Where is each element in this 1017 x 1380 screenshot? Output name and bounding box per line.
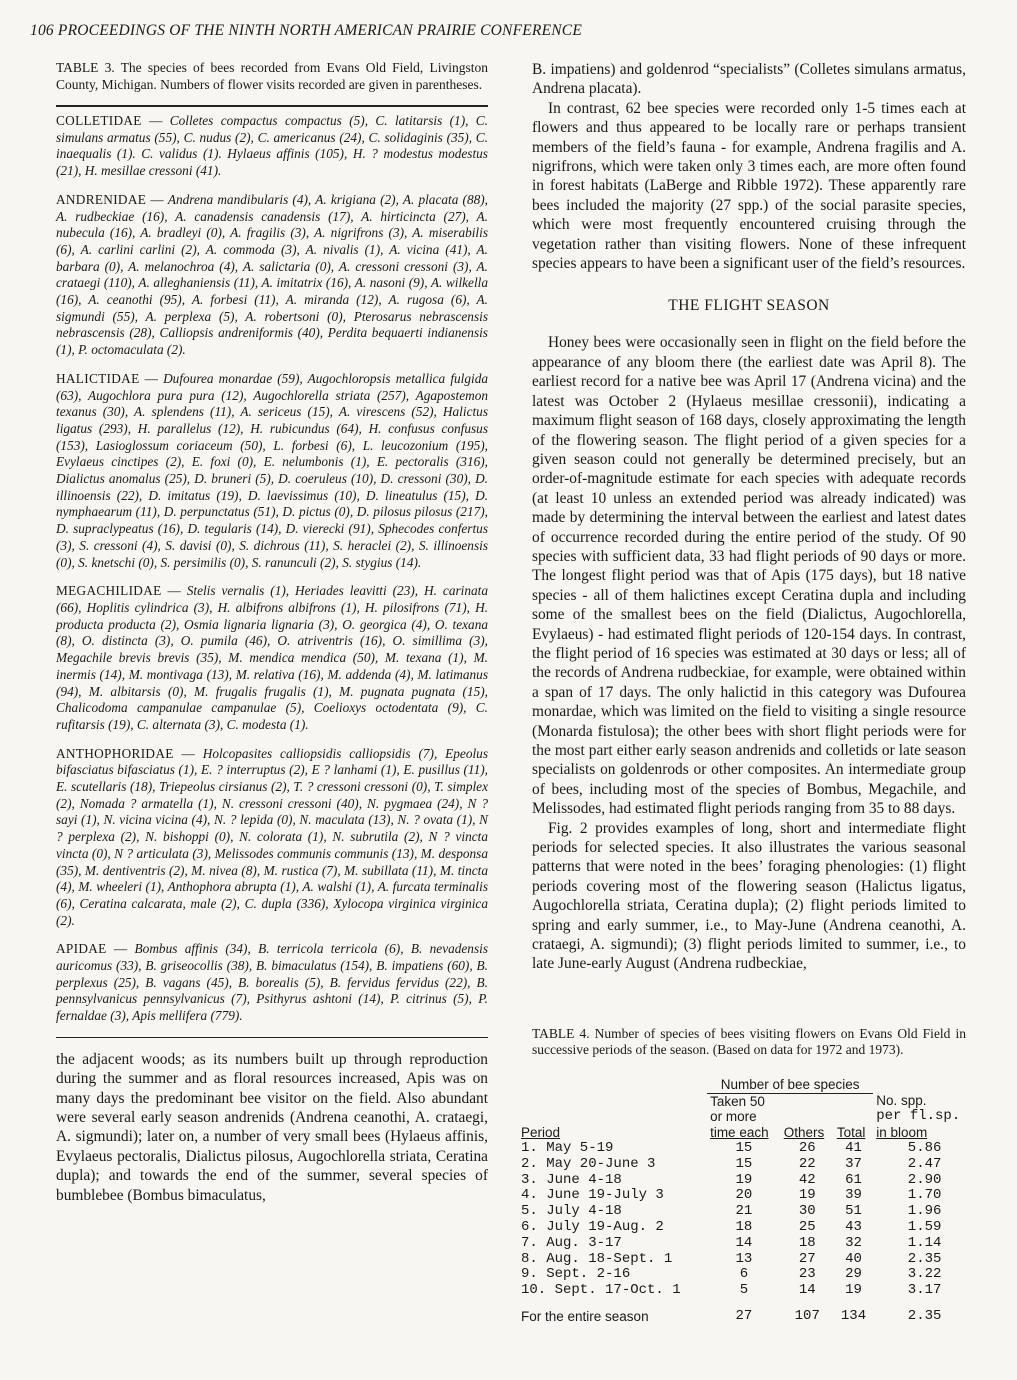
family-name: COLLETIDAE	[56, 113, 142, 128]
table3-bottom-rule	[56, 1037, 488, 1038]
table-row	[518, 1141, 976, 1157]
table-row	[518, 1220, 976, 1236]
total-cell: 39	[845, 1187, 862, 1204]
period-cell: 3. June 4-18	[521, 1171, 622, 1188]
taken-cell: 21	[735, 1203, 753, 1220]
table4-col-nospp-2: per fl.sp.	[876, 1108, 961, 1125]
family-species: Colletes compactus compactus (5), C. latitarsis (1), C. simulans armatus (55), C. nudus (2), C. americanus (24), C. solidaginis (35), C. inaequalis (1). C. validus (1). Hylaeus affinis (105), H. ? modestus modestus (21), H. mesillae cressoni (41).	[56, 113, 489, 179]
table4-col-nospp: No. spp.	[876, 1093, 927, 1109]
total-cell: 29	[845, 1266, 862, 1283]
total-cell: 41	[845, 1140, 862, 1157]
family-name: ANDRENIDAE	[56, 191, 147, 207]
total-cell: 32	[845, 1234, 862, 1251]
table3-top-rule	[56, 105, 488, 107]
period-cell: 10. Sept. 17-Oct. 1	[521, 1282, 681, 1299]
period-cell: 2. May 20-June 3	[521, 1155, 656, 1172]
others-cell: 26	[798, 1140, 816, 1157]
family-name: APIDAE	[56, 941, 107, 957]
family-species: Dufourea monardae (59), Augochloropsis metallica fulgida (63), Augochlora pura pura (12), Augochlorella striata (257), Agapostemon texanus (30), A. splendens (11), A. sericeus (15), A. virescens (52), Halictus ligatus (293), H. parallelus (12), H. rubicundus (64), H. confusus confusus (153), Lasioglossum coriaceum (50), L. forbesi (6), L. leucozonium (195), Evylaeus cinctipes (2), E. foxi (0), E. nelumbonis (1), E. pectoralis (316), Dialictus anomalus (25), D. bruneri (5), D. coeruleus (10), D. cressoni (30), D. illinoensis (22), D. imitatus (19), D. laevissimus (10), D. lineatulus (15), D. nymphaearum (11), D. perpunctatus (51), D. pictus (0), D. pilosus pilosus (217), D. supraclypeatus (16), D. tegularis (14), D. vierecki (91), Sphecodes confertus (3), S. cressoni (4), S. davisi (0), S. dichrous (11), S. heraclei (2), S. illinoensis (0), S. knetschi (0), S. persimilis (0), S. ranunculi (2), S. stygius (14).	[56, 370, 488, 570]
table3-caption: TABLE 3. The species of bees recorded from Evans Old Field, Livingston County, Michigan. Numbers of flower visits recorded are given in parentheses.	[56, 60, 488, 92]
family-species: Andrena mandibularis (4), A. krigiana (2), A. placata (88), A. rudbeckiae (16), A. canadensis canadensis (17), A. hirticincta (27), A. nubecula (16), A. bradleyi (0), A. fragilis (3), A. nigrifrons (3), A. miserabilis (6), A. carlini carlini (2), A. commoda (3), A. nivalis (1), A. vicina (41), A. barbara (0), A. melanochroa (4), A. salictaria (0), A. cressoni cressoni (3), A. crataegi (110), A. alleghaniensis (11), A. imitatrix (16), A. nasoni (9), A. wilkella (16), A. ceanothi (95), A. forbesi (11), A. miranda (12), A. rugosa (6), A. sigmundi (55), A. perplexa (5), A. robertsoni (0), Pterosarus nebrascensis nebrascensis (28), Calliopsis andreniformis (40), Perdita bequaerti indianensis (1), P. octomaculata (2).	[56, 191, 489, 358]
table-row	[518, 1157, 976, 1173]
others-cell: 27	[798, 1250, 816, 1267]
table4-col-taken: Taken 50	[710, 1093, 765, 1109]
running-head: 106 PROCEEDINGS OF THE NINTH NORTH AMERICAN PRAIRIE CONFERENCE	[30, 22, 582, 39]
period-cell: For the entire season	[521, 1309, 649, 1325]
family-name: HALICTIDAE	[56, 370, 140, 386]
family-entry: ANTHOPHORIDAE — Holcopasites calliopsidis calliopsidis (7), Epeolus bifasciatus bifasciatus (1), E. ? interruptus (2), E ? lanhami (1), E. pusillus (11), E. scutellaris (18), Triepeolus cirsianus (2), T. ? cressoni cressoni (0), T. simplex (2), Nomada ? armatella (1), N. cressoni cressoni (40), N. pygmaea (24), N ? sayi (1), N. vicina vicina (4), N. ? lepida (0), N. maculata (13), N. ? ovata (1), N ? perplexa (2), N. bishoppi (0), N. colorata (1), N. subrutila (2), N ? vincta vincta (0), N ? articulata (3), Melissodes communis communis (13), M. desponsa (35), M. dentiventris (2), M. nivea (8), M. rustica (7), M. subillata (11), M. tincta (4), M. wheeleri (1), Anthophora abrupta (1), A. walshi (1), A. furcata terminalis (6), Ceratina calcarata, male (2), C. dupla (336), Xylocopa virginica virginica (2).	[56, 745, 488, 928]
family-entry: ANDRENIDAE — Andrena mandibularis (4), A. krigiana (2), A. placata (88), A. rudbeckiae (16), A. canadensis canadensis (17), A. hirticincta (27), A. nubecula (16), A. bradleyi (0), A. fragilis (3), A. nigrifrons (3), A. miserabilis (6), A. carlini carlini (2), A. commoda (3), A. nivalis (1), A. vicina (41), A. barbara (0), A. melanochroa (4), A. salictaria (0), A. cressoni cressoni (3), A. crataegi (110), A. alleghaniensis (11), A. imitatrix (16), A. nasoni (9), A. wilkella (16), A. ceanothi (95), A. forbesi (11), A. miranda (12), A. rugosa (6), A. sigmundi (55), A. perplexa (5), A. robertsoni (0), Pterosarus nebrascensis nebrascensis (28), Calliopsis andreniformis (40), Perdita bequaerti indianensis (1), P. octomaculata (2).	[56, 191, 489, 358]
total-cell: 37	[845, 1155, 862, 1172]
table-row	[518, 1173, 976, 1189]
per-cell: 2.90	[907, 1171, 942, 1188]
total-cell: 43	[845, 1219, 862, 1236]
others-cell: 23	[798, 1266, 816, 1283]
family-species: Bombus affinis (34), B. terricola terricola (6), B. nevadensis auricomus (33), B. griseocollis (38), B. bimaculatus (154), B. impatiens (60), B. perplexus (25), B. vagans (45), B. borealis (5), B. fervidus fervidus (22), B. pennsylvanicus pennsylvanicus (7), Psithyrus ashtoni (14), P. citrinus (5), P. fernaldae (3), Apis mellifera (779).	[56, 941, 488, 1024]
others-cell: 18	[798, 1234, 816, 1251]
table-row	[518, 1188, 976, 1204]
table-row	[518, 1283, 976, 1299]
taken-cell: 15	[735, 1155, 753, 1172]
family-entry: HALICTIDAE — Dufourea monardae (59), Augochloropsis metallica fulgida (63), Augochlora pura pura (12), Augochlorella striata (257), Agapostemon texanus (30), A. splendens (11), A. sericeus (15), A. virescens (52), Halictus ligatus (293), H. parallelus (12), H. rubicundus (64), H. confusus confusus (153), Lasioglossum coriaceum (50), L. forbesi (6), L. leucozonium (195), Evylaeus cinctipes (2), E. foxi (0), E. nelumbonis (1), E. pectoralis (316), Dialictus anomalus (25), D. bruneri (5), D. coeruleus (10), D. cressoni (30), D. illinoensis (22), D. imitatus (19), D. laevissimus (10), D. lineatulus (15), D. nymphaearum (11), D. perpunctatus (51), D. pictus (0), D. pilosus pilosus (217), D. supraclypeatus (16), D. tegularis (14), D. vierecki (91), Sphecodes confertus (3), S. cressoni (4), S. davisi (0), S. dichrous (11), S. heraclei (2), S. illinoensis (0), S. knetschi (0), S. persimilis (0), S. ranunculi (2), S. stygius (14).	[56, 370, 488, 570]
others-cell: 42	[798, 1171, 816, 1188]
taken-cell: 5	[739, 1282, 749, 1299]
taken-cell: 20	[735, 1187, 753, 1204]
section-heading: THE FLIGHT SEASON	[668, 297, 830, 315]
table4	[518, 1077, 976, 1325]
table-row	[518, 1204, 976, 1220]
others-cell: 19	[798, 1187, 816, 1204]
table-total-row	[518, 1299, 976, 1325]
per-cell: 3.17	[907, 1282, 942, 1299]
others-cell: 14	[798, 1282, 816, 1299]
others-cell: 30	[798, 1203, 816, 1220]
total-cell: 61	[845, 1171, 862, 1188]
taken-cell: 18	[735, 1219, 753, 1236]
per-cell: 2.35	[907, 1250, 942, 1267]
family-species: Stelis vernalis (1), Heriades leavitti (23), H. carinata (66), Hoplitis cylindrica (3), H. albifrons albifrons (1), H. pilosifrons (71), H. producta producta (2), Osmia lignaria lignaria (3), O. georgica (4), O. texana (8), O. distincta (3), O. pumila (46), O. atriventris (16), O. simillima (3), Megachile brevis brevis (35), M. mendica mendica (50), M. texana (1), M. inermis (14), M. montivaga (13), M. relativa (16), M. addenda (4), M. latimanus (94), M. albitarsis (0), M. frugalis frugalis (1), M. pugnata pugnata (15), Chalicodoma campanulae campanulae (5), Coelioxys octodentata (9), C. rufitarsis (19), C. alternata (3), C. modesta (1).	[56, 583, 488, 732]
table-row	[518, 1236, 976, 1252]
per-cell: 2.35	[907, 1308, 942, 1325]
total-cell: 40	[845, 1250, 862, 1267]
family-name: ANTHOPHORIDAE	[56, 745, 174, 761]
table3-families	[56, 113, 488, 1025]
right-body-paragraph-4: Fig. 2 provides examples of long, short and intermediate flight periods for selected species. It also illustrates the various seasonal patterns that were noted in the bees’ foraging phenologies: (1) flight periods covering most of the flowering season (Halictus ligatus, Augochlorella striata, Ceratina dupla); (2) flight periods limited to spring and early summer, i.e., to May-June (Andrena ceanothi, A. crataegi, A. sigmundi); (3) flight periods limited to summer, i.e., to late June-early August (Andrena rudbeckiae,	[532, 819, 966, 973]
per-cell: 2.47	[907, 1155, 942, 1172]
total-cell: 19	[845, 1282, 862, 1299]
taken-cell: 15	[735, 1140, 753, 1157]
right-body-paragraph-3: Honey bees were occasionally seen in flight on the field before the appearance of any bloom there (the earliest date was April 8). The earliest record for a native bee was April 17 (Andrena vicina) and the latest was October 2 (Hylaeus mesillae cressonii), indicating a maximum flight season of 168 days, closely approximating the length of the flowering season. The flight period of a given species for a given season could not generally be determined precisely, but an order-of-magnitude estimate for each species with adequate records (at least 10 unless an extended period was already indicated) was made by determining the interval between the earliest and latest dates of occurrence recorded during the entire period of the study. Of 90 species with sufficient data, 33 had flight periods of 90 days or more. The longest flight period was that of Apis (175 days), but 18 native species - all of them halictines except Ceratina dupla and including some of the smallest bees on the field (Dialictus, Augochlorella, Evylaeus) - had estimated flight periods of 120-154 days. In contrast, the flight period of 16 species was estimated at 30 days or less; all of the records of Andrena rudbeckiae, for example, were obtained within a span of 17 days. The only halictid in this category was Dufourea monardae, which was limited on the field to visiting a single resource (Monarda fistulosa); the other bees with short flight periods were for the most part either early season andrenids and colletids or late season specialists on goldenrods or other composites. An intermediate group of bees, including most of the species of Bombus, Megachile, and Melissodes, had estimated flight periods ranging from 35 to 88 days.	[532, 334, 966, 818]
period-cell: 9. Sept. 2-16	[521, 1266, 631, 1283]
period-cell: 4. June 19-July 3	[521, 1187, 664, 1204]
left-column	[56, 60, 488, 1205]
table4-group-header: Number of bee species	[707, 1077, 873, 1093]
right-column	[521, 60, 966, 1325]
taken-cell: 27	[735, 1308, 753, 1325]
table4-col-taken-3: time each	[710, 1125, 769, 1141]
right-body-paragraph-2: In contrast, 62 bee species were recorded only 1-5 times each at flowers and thus appeared to be locally rare or perhaps transient members of the field’s fauna - for example, Andrena fragilis and A. nigrifrons, which were taken only 3 times each, are more often found in forest habitats (LaBerge and Ribble 1972). These apparently rare bees included the majority (27 spp.) of the social parasite species, which were most frequently encountered cruising through the vegetation rather than visiting flowers. None of these infrequent species appears to have been a significant user of the field’s resources.	[532, 99, 966, 273]
others-cell: 22	[798, 1155, 816, 1172]
family-entry: APIDAE — Bombus affinis (34), B. terricola terricola (6), B. nevadensis auricomus (33), B. griseocollis (38), B. bimaculatus (154), B. impatiens (60), B. perplexus (25), B. vagans (45), B. borealis (5), B. fervidus fervidus (22), B. pennsylvanicus pennsylvanicus (7), Psithyrus ashtoni (14), P. citrinus (5), P. fernaldae (3), Apis mellifera (779).	[56, 941, 488, 1024]
family-entry: MEGACHILIDAE — Stelis vernalis (1), Heriades leavitti (23), H. carinata (66), Hoplitis cylindrica (3), H. albifrons albifrons (1), H. pilosifrons (71), H. producta producta (2), Osmia lignaria lignaria (3), O. georgica (4), O. texana (8), O. distincta (3), O. pumila (46), O. atriventris (16), O. simillima (3), Megachile brevis brevis (35), M. mendica mendica (50), M. texana (1), M. inermis (14), M. montivaga (13), M. relativa (16), M. addenda (4), M. latimanus (94), M. albitarsis (0), M. frugalis frugalis (1), M. pugnata pugnata (15), Chalicodoma campanulae campanulae (5), Coelioxys octodentata (9), C. rufitarsis (19), C. alternata (3), C. modesta (1).	[56, 583, 488, 732]
family-name: MEGACHILIDAE	[56, 583, 162, 599]
period-cell: 8. Aug. 18-Sept. 1	[521, 1250, 673, 1267]
taken-cell: 6	[739, 1266, 749, 1283]
period-cell: 7. Aug. 3-17	[521, 1234, 622, 1251]
period-cell: 5. July 4-18	[521, 1203, 622, 1220]
per-cell: 1.96	[907, 1203, 942, 1220]
left-body-paragraph: the adjacent woods; as its numbers built up through reproduction during the summer and as floral resources increased, Apis was on many days the predominant bee visitor on the field. Also abundant were several early season andrenids (Andrena ceanothi, A. crataegi, A. sigmundi); later on, a number of very small bees (Hylaeus affinis, Evylaeus pectoralis, Dialictus pilosus, Augochlorella striata, Ceratina dupla); and towards the end of the summer, several species of bumblebee (Bombus bimaculatus,	[56, 1050, 488, 1204]
total-cell: 134	[840, 1308, 867, 1325]
per-cell: 3.22	[907, 1266, 942, 1283]
others-cell: 107	[794, 1308, 820, 1325]
table-row	[518, 1267, 976, 1283]
table4-col-period: Period	[521, 1125, 561, 1141]
taken-cell: 13	[735, 1250, 753, 1267]
right-body-paragraph-1: B. impatiens) and goldenrod “specialists” (Colletes simulans armatus, Andrena placata).	[532, 61, 966, 98]
total-cell: 51	[845, 1203, 862, 1220]
taken-cell: 19	[735, 1171, 753, 1188]
taken-cell: 14	[735, 1234, 753, 1251]
others-cell: 25	[798, 1219, 816, 1236]
per-cell: 1.70	[907, 1187, 942, 1204]
table4-col-total: Total	[836, 1125, 866, 1141]
period-cell: 1. May 5-19	[521, 1140, 614, 1157]
per-cell: 1.14	[907, 1234, 942, 1251]
period-cell: 6. July 19-Aug. 2	[521, 1219, 664, 1236]
table-row	[518, 1252, 976, 1268]
table4-col-nospp-3: in bloom	[876, 1125, 928, 1141]
table4-caption: TABLE 4. Number of species of bees visiting flowers on Evans Old Field in successive periods of the season. (Based on data for 1972 and 1973).	[532, 1025, 966, 1058]
family-species: Holcopasites calliopsidis calliopsidis (7), Epeolus bifasciatus bifasciatus (1), E. ? interruptus (2), E ? lanhami (1), E. pusillus (11), E. scutellaris (18), Triepeolus cirsianus (2), T. ? cressoni cressoni (0), T. simplex (2), Nomada ? armatella (1), N. cressoni cressoni (40), N. pygmaea (24), N ? sayi (1), N. vicina vicina (4), N. ? lepida (0), N. maculata (13), N. ? ovata (1), N ? perplexa (2), N. bishoppi (0), N. colorata (1), N. subrutila (2), N ? vincta vincta (0), N ? articulata (3), Melissodes communis communis (13), M. desponsa (35), M. dentiventris (2), M. nivea (8), M. rustica (7), M. subillata (11), M. tincta (4), M. wheeleri (1), Anthophora abrupta (1), A. walshi (1), A. furcata terminalis (6), Ceratina calcarata, male (2), C. dupla (336), Xylocopa virginica virginica (2).	[56, 745, 488, 928]
per-cell: 1.59	[907, 1219, 942, 1236]
family-entry: COLLETIDAE — Colletes compactus compactus (5), C. latitarsis (1), C. simulans armatus (55), C. nudus (2), C. americanus (24), C. solidaginis (35), C. inaequalis (1). C. validus (1). Hylaeus affinis (105), H. ? modestus modestus (21), H. mesillae cressoni (41).	[56, 113, 489, 179]
table4-col-others: Others	[783, 1125, 825, 1141]
table4-col-taken-2: or more	[710, 1109, 757, 1125]
per-cell: 5.86	[907, 1140, 942, 1157]
